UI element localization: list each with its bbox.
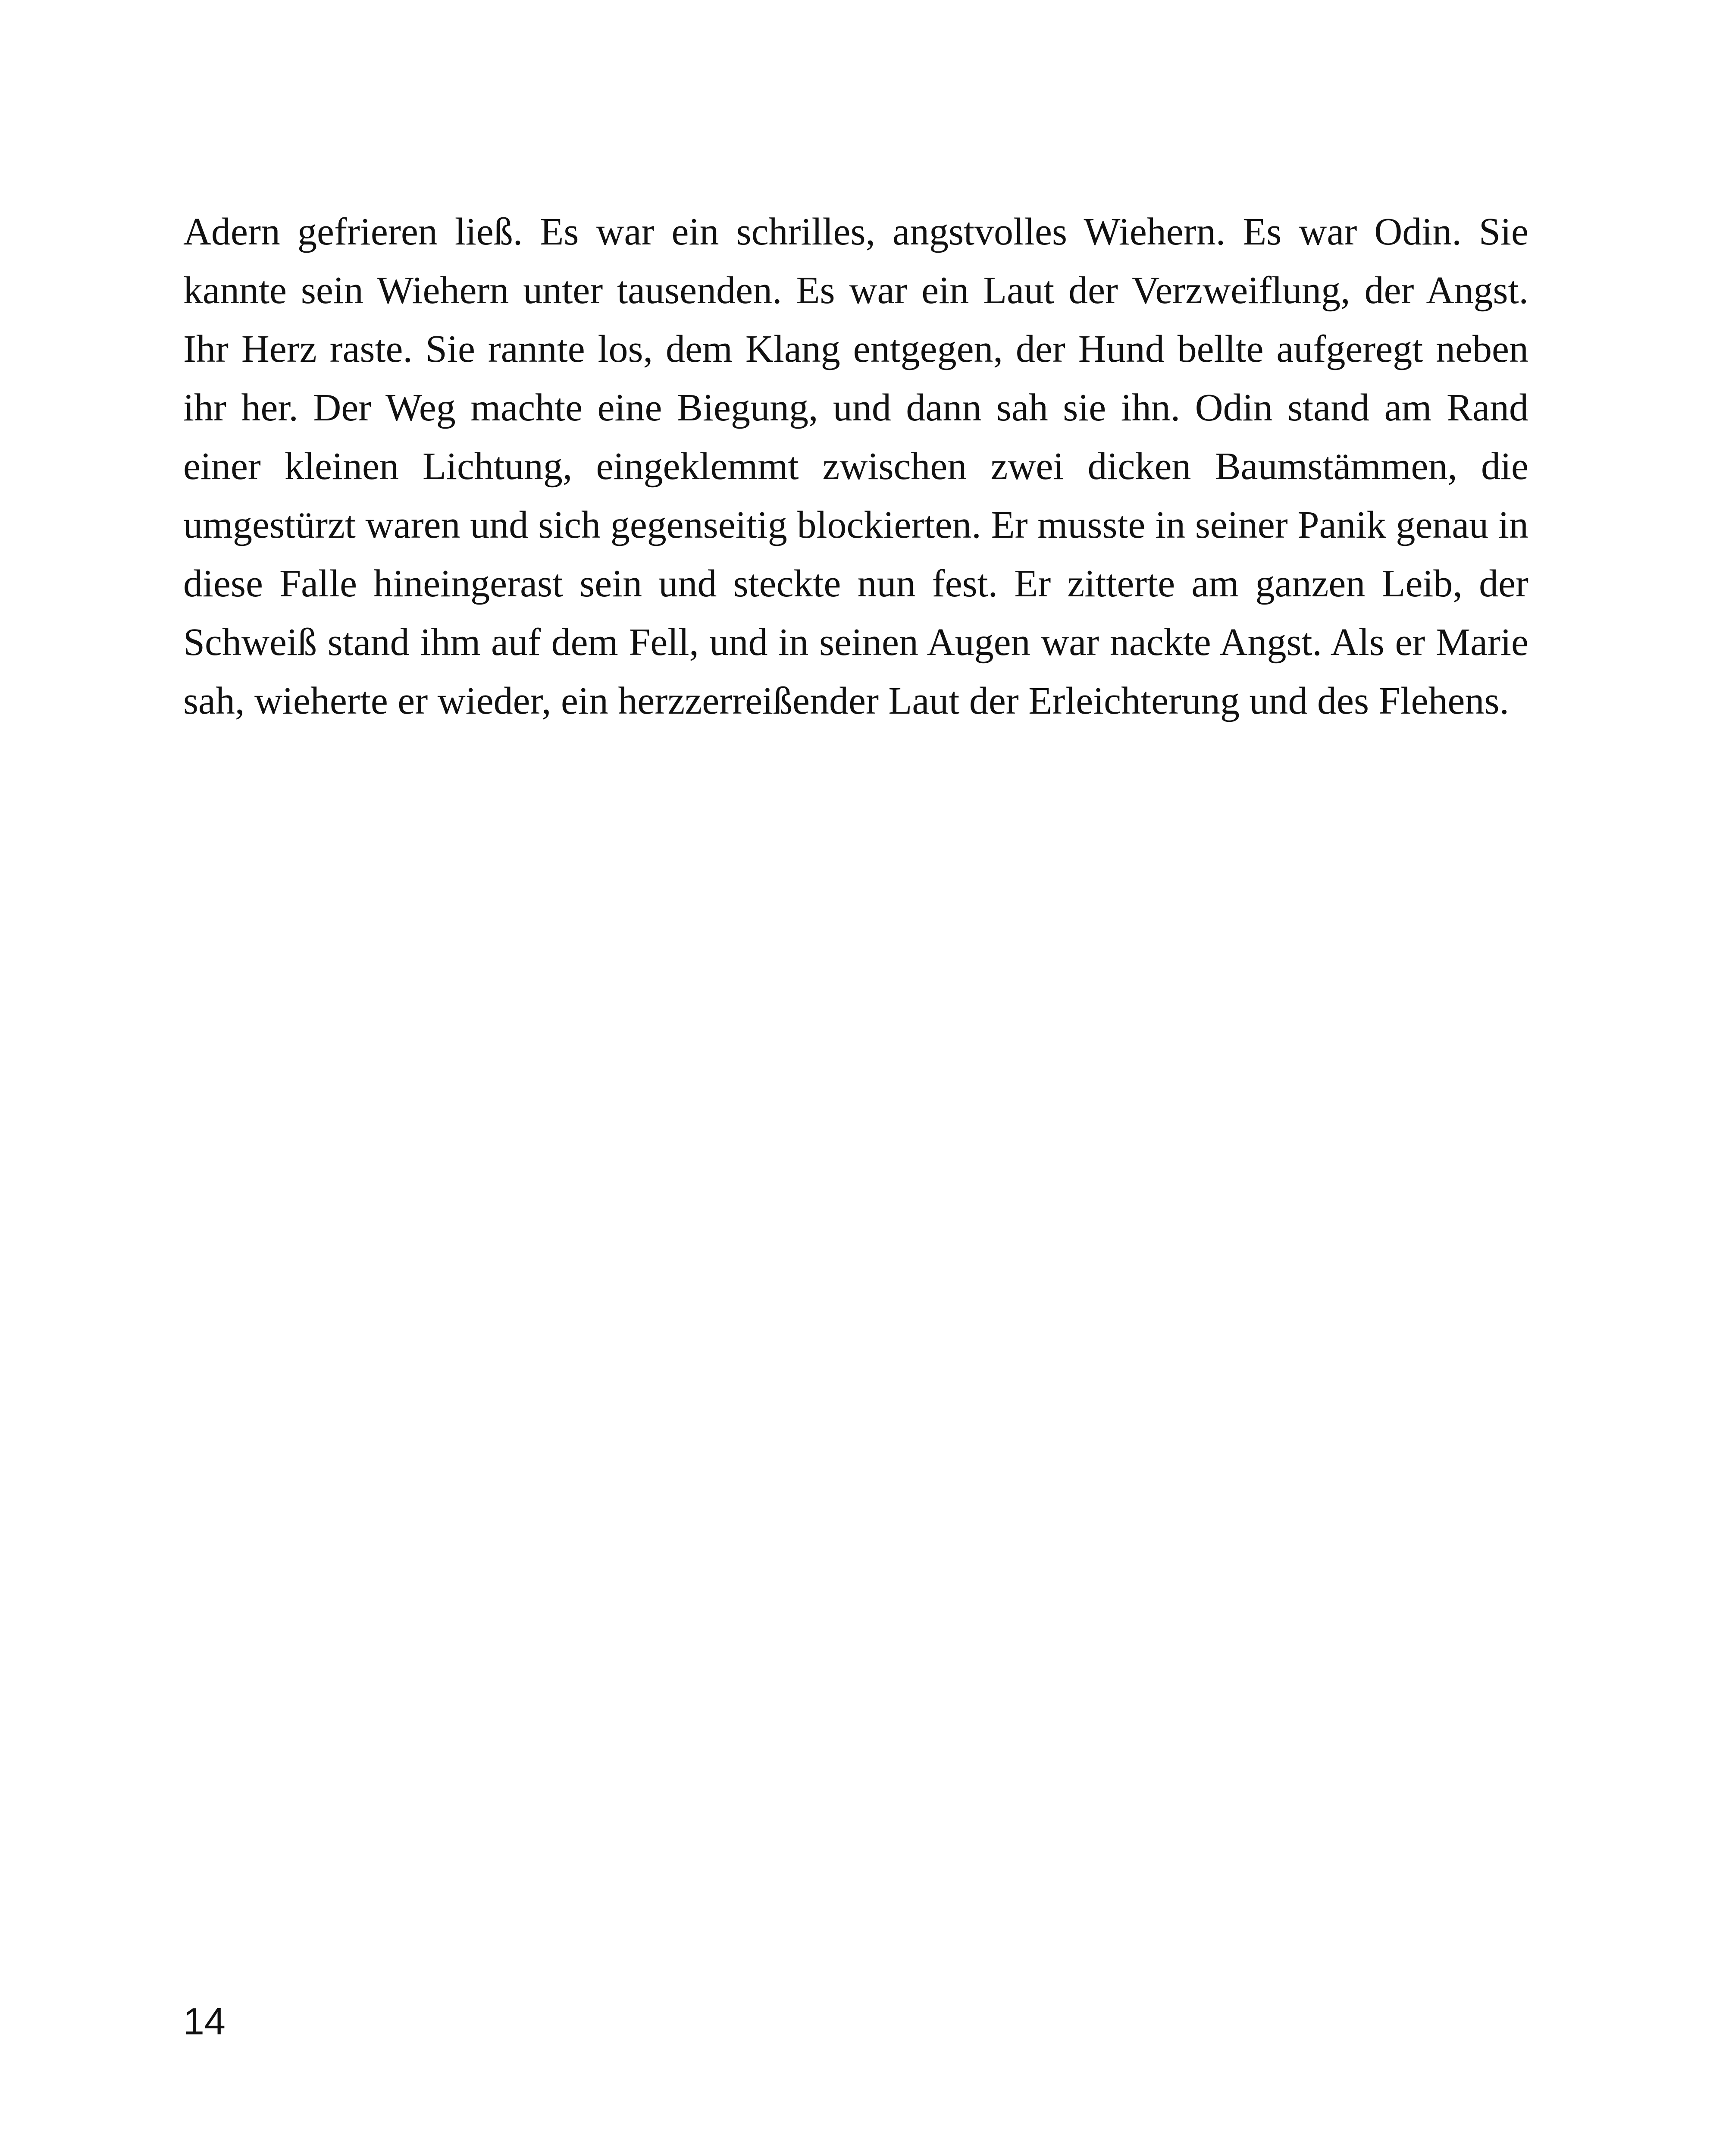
page-number: 14 — [183, 2000, 226, 2043]
body-paragraph: Adern gefrieren ließ. Es war ein schrilles, angstvolles Wiehern. Es war Odin. Sie kannte sein Wiehern unter tausenden. Es war ein Laut der Verzweiflung, der Angst. Ihr Herz raste. Sie rannte los, dem Klang entgegen, der Hund bellte aufgeregt neben ihr her. Der Weg machte eine Biegung, und dann sah sie ihn. Odin stand am Rand einer kleinen Lichtung, eingeklemmt zwischen zwei dicken Baumstämmen, die umgestürzt waren und sich gegenseitig blockierten. Er musste in seiner Panik genau in diese Falle hineingerast sein und steckte nun fest. Er zitterte am ganzen Leib, der Schweiß stand ihm auf dem Fell, und in seinen Augen war nackte Angst. Als er Marie sah, wieherte er wieder, ein herzzerreißender Laut der Erleichterung und des Flehens. — [183, 210, 1528, 722]
